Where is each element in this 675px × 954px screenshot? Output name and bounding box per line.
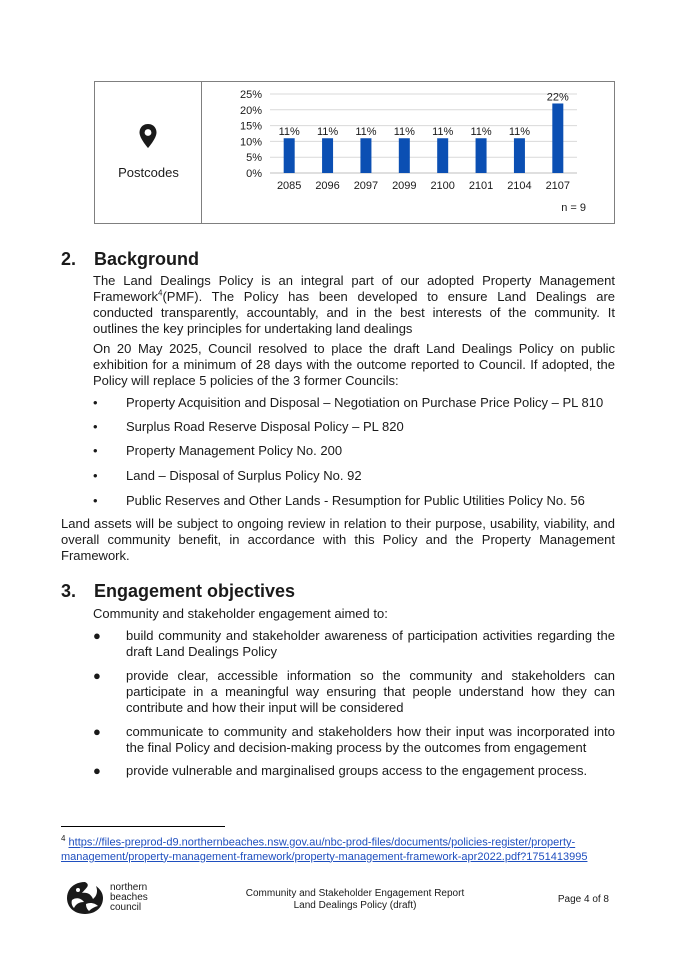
x-tick-label-2097: 2097 [353, 180, 379, 192]
bar-chart [95, 82, 614, 223]
data-label-2100: 11% [432, 126, 454, 139]
data-label-2099: 11% [393, 126, 415, 139]
bullet-mark: • [93, 395, 98, 410]
x-tick-label-2104: 2104 [507, 180, 532, 192]
y-tick-label: 15% [239, 120, 262, 133]
council-logo-text: northern beaches council [110, 882, 148, 913]
y-tick-label: 0% [246, 168, 262, 180]
background-paragraph-1: The Land Dealings Policy is an integral part of our adopted Property Management Framework$^4$(PMF). The Policy has been developed to ensure Land Dealings are conducted transparently, accountably, and in the best interests of the community. It outlines the key principles for undertaking land dealings [93, 273, 615, 336]
bar-2099 [399, 138, 410, 173]
footer-report-title: Community and Stakeholder Engagement Report Land Dealings Policy (draft) [245, 888, 465, 911]
chart-left-label: Postcodes [118, 165, 179, 180]
bar-2104 [514, 138, 525, 173]
data-label-2101: 11% [470, 126, 492, 139]
bullet-mark: • [93, 443, 98, 458]
background-paragraph-3: Land assets will be subject to ongoing review in relation to their purpose, usability, viability, and overall community benefit, in accordance with this Policy and the Property Management Framework. [61, 516, 615, 563]
bullet-mark: ● [93, 763, 101, 778]
bar-2096 [322, 138, 333, 173]
engagement-intro: Community and stakeholder engagement aimed to: [93, 606, 388, 621]
bullet-mark: • [93, 468, 98, 483]
data-label-2085: 11% [278, 126, 300, 139]
data-label-2096: 11% [316, 126, 339, 139]
data-label-2104: 11% [508, 126, 531, 139]
bullet-mark: • [93, 493, 98, 508]
bullet-text: provide clear, accessible information so the community and stakeholders can participate in a meaningful way ensuring that people understand how they can contribute and how their input will be considered [126, 668, 615, 715]
bar-2107 [552, 103, 563, 173]
bullet-text: Property Acquisition and Disposal – Negotiation on Purchase Price Policy – PL 810 [126, 395, 604, 410]
bar-2100 [437, 138, 448, 173]
x-tick-label-2096: 2096 [315, 180, 340, 192]
council-logo-icon [64, 880, 106, 916]
bullet-text: build community and stakeholder awareness of participation activities regarding the draft Land Dealings Policy [126, 628, 615, 659]
bullet-mark: • [93, 419, 98, 434]
x-tick-label-2099: 2099 [392, 180, 417, 192]
bullet-mark: ● [93, 668, 101, 683]
footnote: $^4$ https://files-preprod-d9.northernbeaches.nsw.gov.au/nbc-prod-files/documents/policies-register/property-management/property-management-framework/property-management-framework-apr2022.pdf?1751413995 [61, 834, 588, 863]
bullet-text: communicate to community and stakeholders how their input was incorporated into the final Policy and decision-making process by the outcomes from engagement [126, 724, 615, 755]
data-label-2107: 22% [546, 91, 569, 104]
bullet-text: Surplus Road Reserve Disposal Policy – PL 820 [126, 419, 404, 434]
y-tick-label: 25% [239, 89, 262, 101]
footnote-divider [61, 826, 225, 827]
bullet-text: Property Management Policy No. 200 [126, 443, 343, 458]
bullet-mark: ● [93, 724, 101, 739]
bullet-text: Public Reserves and Other Lands - Resumption for Public Utilities Policy No. 56 [126, 493, 585, 508]
background-paragraph-2: On 20 May 2025, Council resolved to place the draft Land Dealings Policy on public exhibition for a minimum of 28 days with the outcome reported to Council. If adopted, the Policy will replace 5 policies of the 3 former Councils: [93, 341, 615, 388]
page-number: Page 4 of 8 [557, 894, 609, 905]
sample-size-label: n = 9 [561, 202, 586, 214]
x-tick-label-2101: 2101 [468, 180, 494, 192]
bar-2085 [284, 138, 295, 173]
x-tick-label-2100: 2100 [430, 180, 455, 192]
bullet-text: provide vulnerable and marginalised groups access to the engagement process. [126, 763, 588, 778]
postcode-chart-box [94, 81, 615, 224]
bar-2097 [360, 138, 371, 173]
bullet-mark: ● [93, 628, 101, 643]
footnote-link[interactable]: https://files-preprod-d9.northernbeaches.nsw.gov.au/nbc-prod-files/documents/policies-register/property-management/property-management-framework/property-management-framework-apr2022.pdf?1751413995 [61, 836, 588, 863]
y-tick-label: 10% [239, 136, 262, 149]
data-label-2097: 11% [355, 126, 377, 139]
y-tick-label: 20% [239, 104, 262, 117]
y-tick-label: 5% [246, 152, 262, 165]
bullet-text: Land – Disposal of Surplus Policy No. 92 [126, 468, 362, 483]
x-tick-label-2085: 2085 [276, 180, 302, 192]
x-tick-label-2107: 2107 [545, 180, 571, 192]
footnote-ref: 4 [158, 288, 163, 298]
bar-2101 [476, 138, 487, 173]
